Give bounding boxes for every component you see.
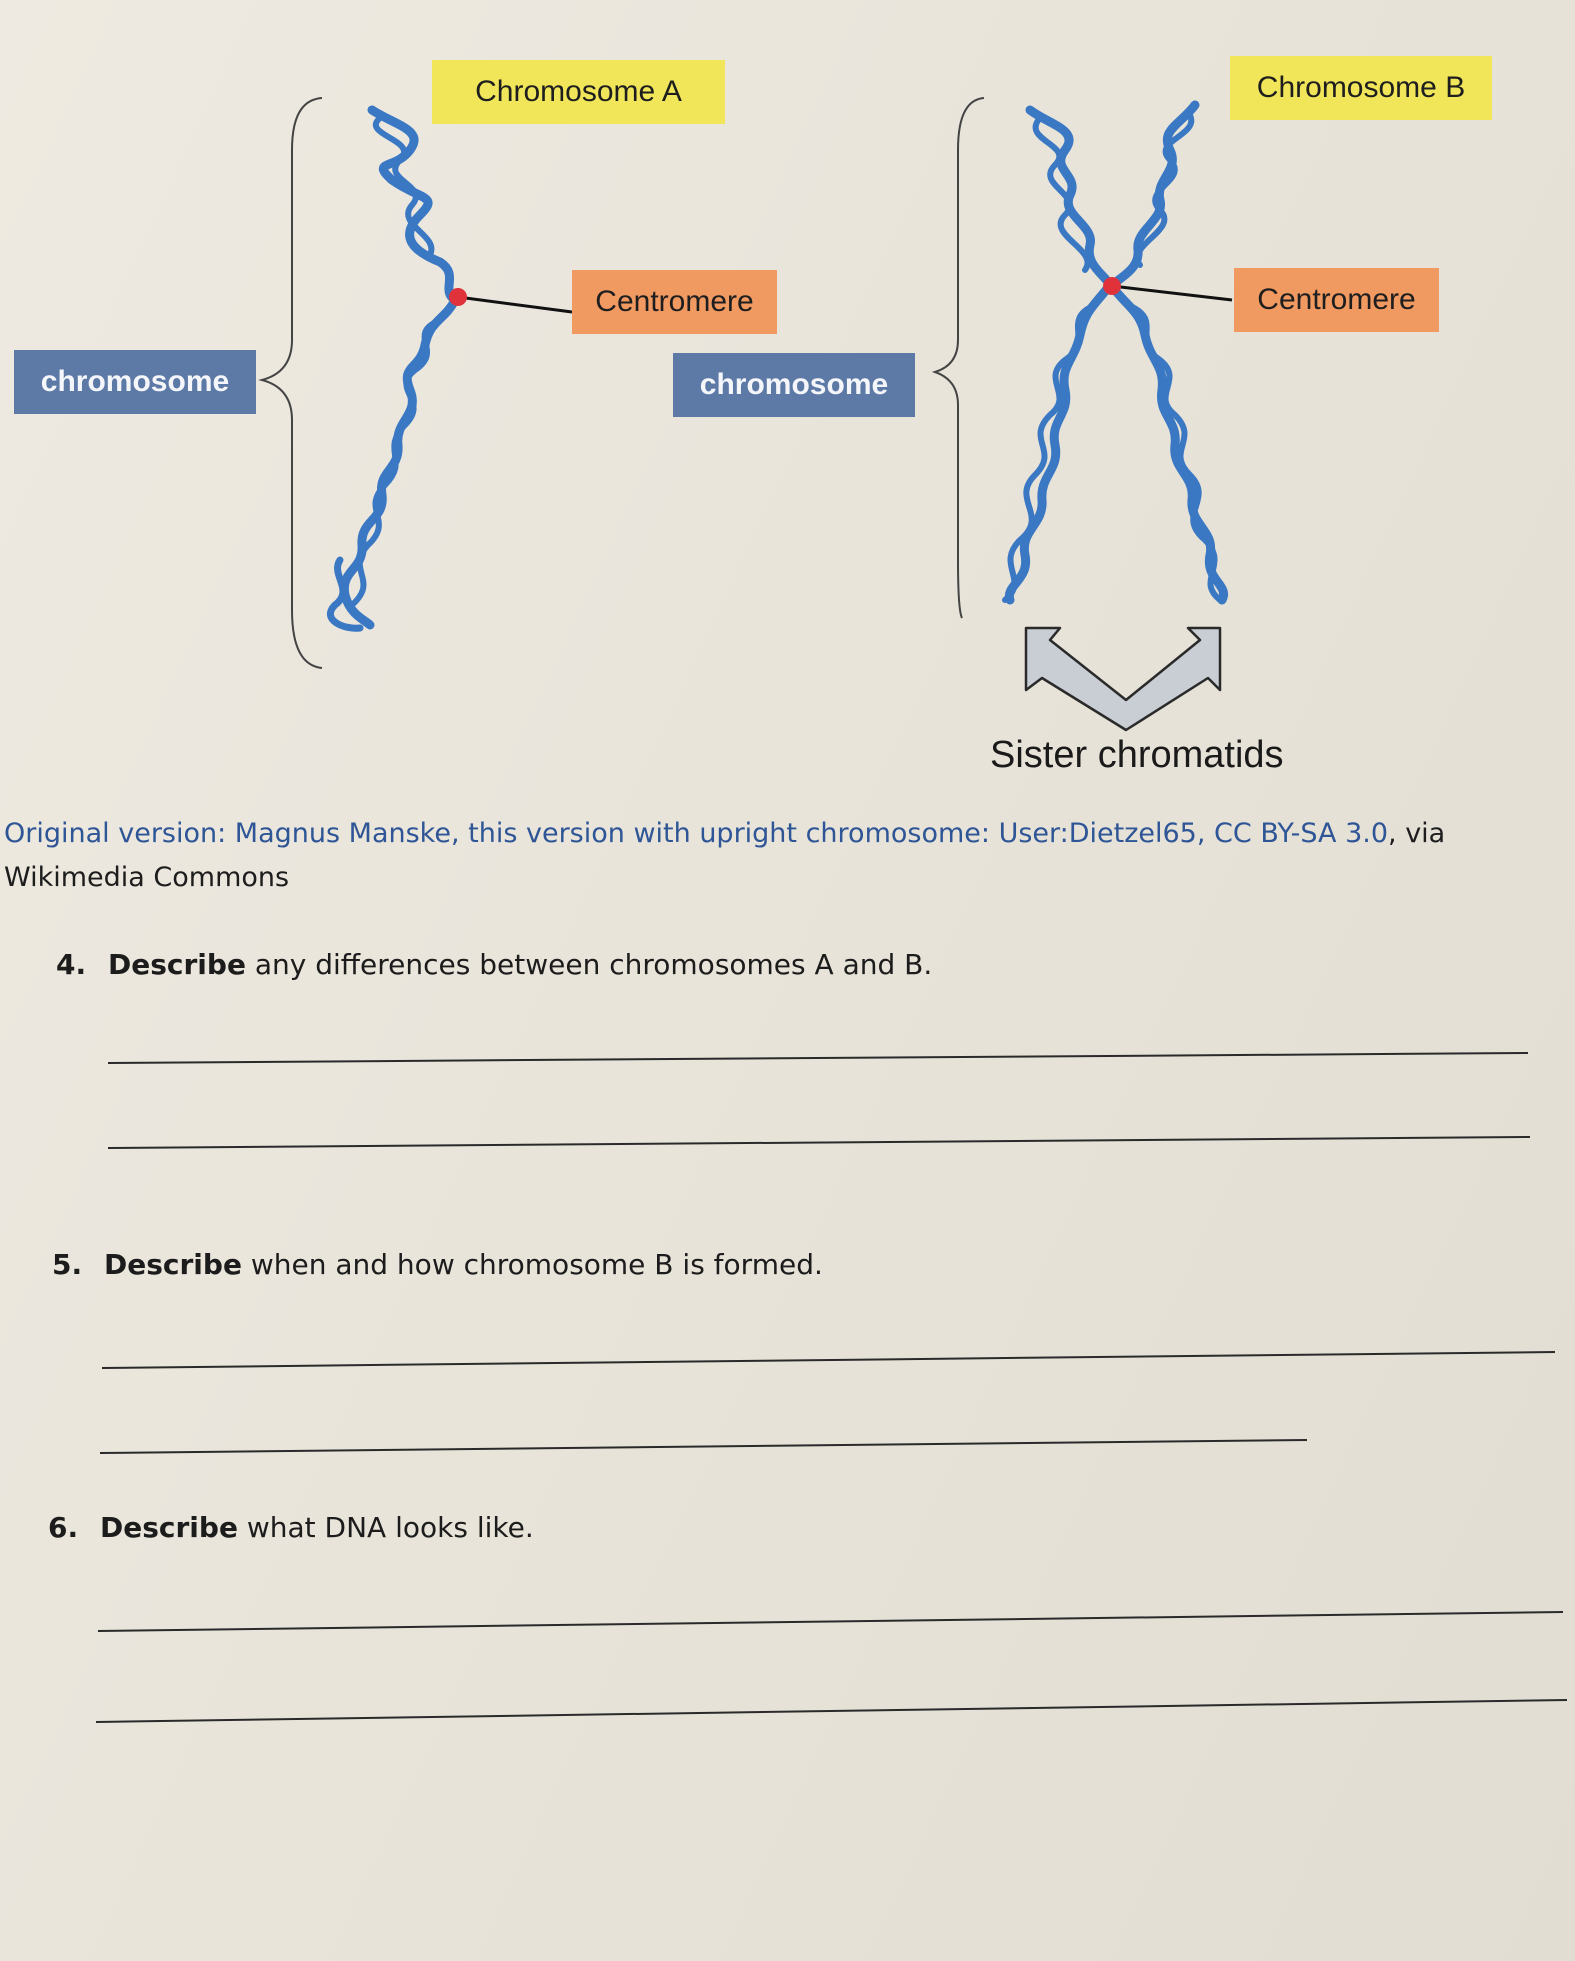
answer-line-q6-1: [98, 1612, 1563, 1631]
answer-line-q5-1: [102, 1352, 1555, 1368]
centromere-b-label: Centromere: [1234, 268, 1439, 332]
credit-highlighted: Original version: Magnus Manske, this version with upright chromosome: User:Dietzel65, CC BY-SA 3.0: [4, 818, 1389, 849]
brace-left: [262, 98, 322, 668]
brace-right: [935, 98, 984, 618]
question-6-text: what DNA looks like.: [237, 1511, 534, 1544]
question-6-number: 6.: [48, 1511, 79, 1544]
centromere-a-pointer: [458, 297, 572, 312]
chromosome-label-middle: chromosome: [673, 353, 915, 417]
centromere-b-dot: [1103, 277, 1121, 295]
question-4: [56, 948, 932, 981]
question-5-text: when and how chromosome B is formed.: [241, 1248, 823, 1281]
question-6: [48, 1511, 534, 1544]
centromere-a-dot: [449, 288, 467, 306]
image-credit: [4, 812, 1544, 900]
centromere-b-pointer: [1112, 286, 1232, 300]
answer-line-q4-1: [108, 1053, 1528, 1063]
answer-line-q6-2: [96, 1700, 1567, 1722]
answer-line-q5-2: [100, 1440, 1307, 1453]
chromosome-label-left: chromosome: [14, 350, 256, 414]
sister-chromatids-label: Sister chromatids: [990, 734, 1284, 776]
centromere-a-label: Centromere: [572, 270, 777, 334]
credit-rest: , via Wikimedia Commons: [4, 818, 1446, 893]
question-6-verb: Describe: [100, 1511, 238, 1544]
chromosome-b-label: Chromosome B: [1230, 56, 1492, 120]
question-4-verb: Describe: [108, 948, 246, 981]
answer-line-q4-2: [108, 1137, 1530, 1148]
chromosome-b-chromatids: [1005, 105, 1224, 600]
question-4-text: any differences between chromosomes A and B.: [245, 948, 933, 981]
question-5-number: 5.: [52, 1248, 83, 1281]
chromosome-a-chromatid: [330, 110, 455, 628]
question-4-number: 4.: [56, 948, 87, 981]
chromosome-a-label: Chromosome A: [432, 60, 725, 124]
question-5-verb: Describe: [104, 1248, 242, 1281]
sister-chromatids-arrows-icon: [1026, 628, 1220, 730]
question-5: [52, 1248, 823, 1281]
answer-lines: [96, 1053, 1567, 1722]
